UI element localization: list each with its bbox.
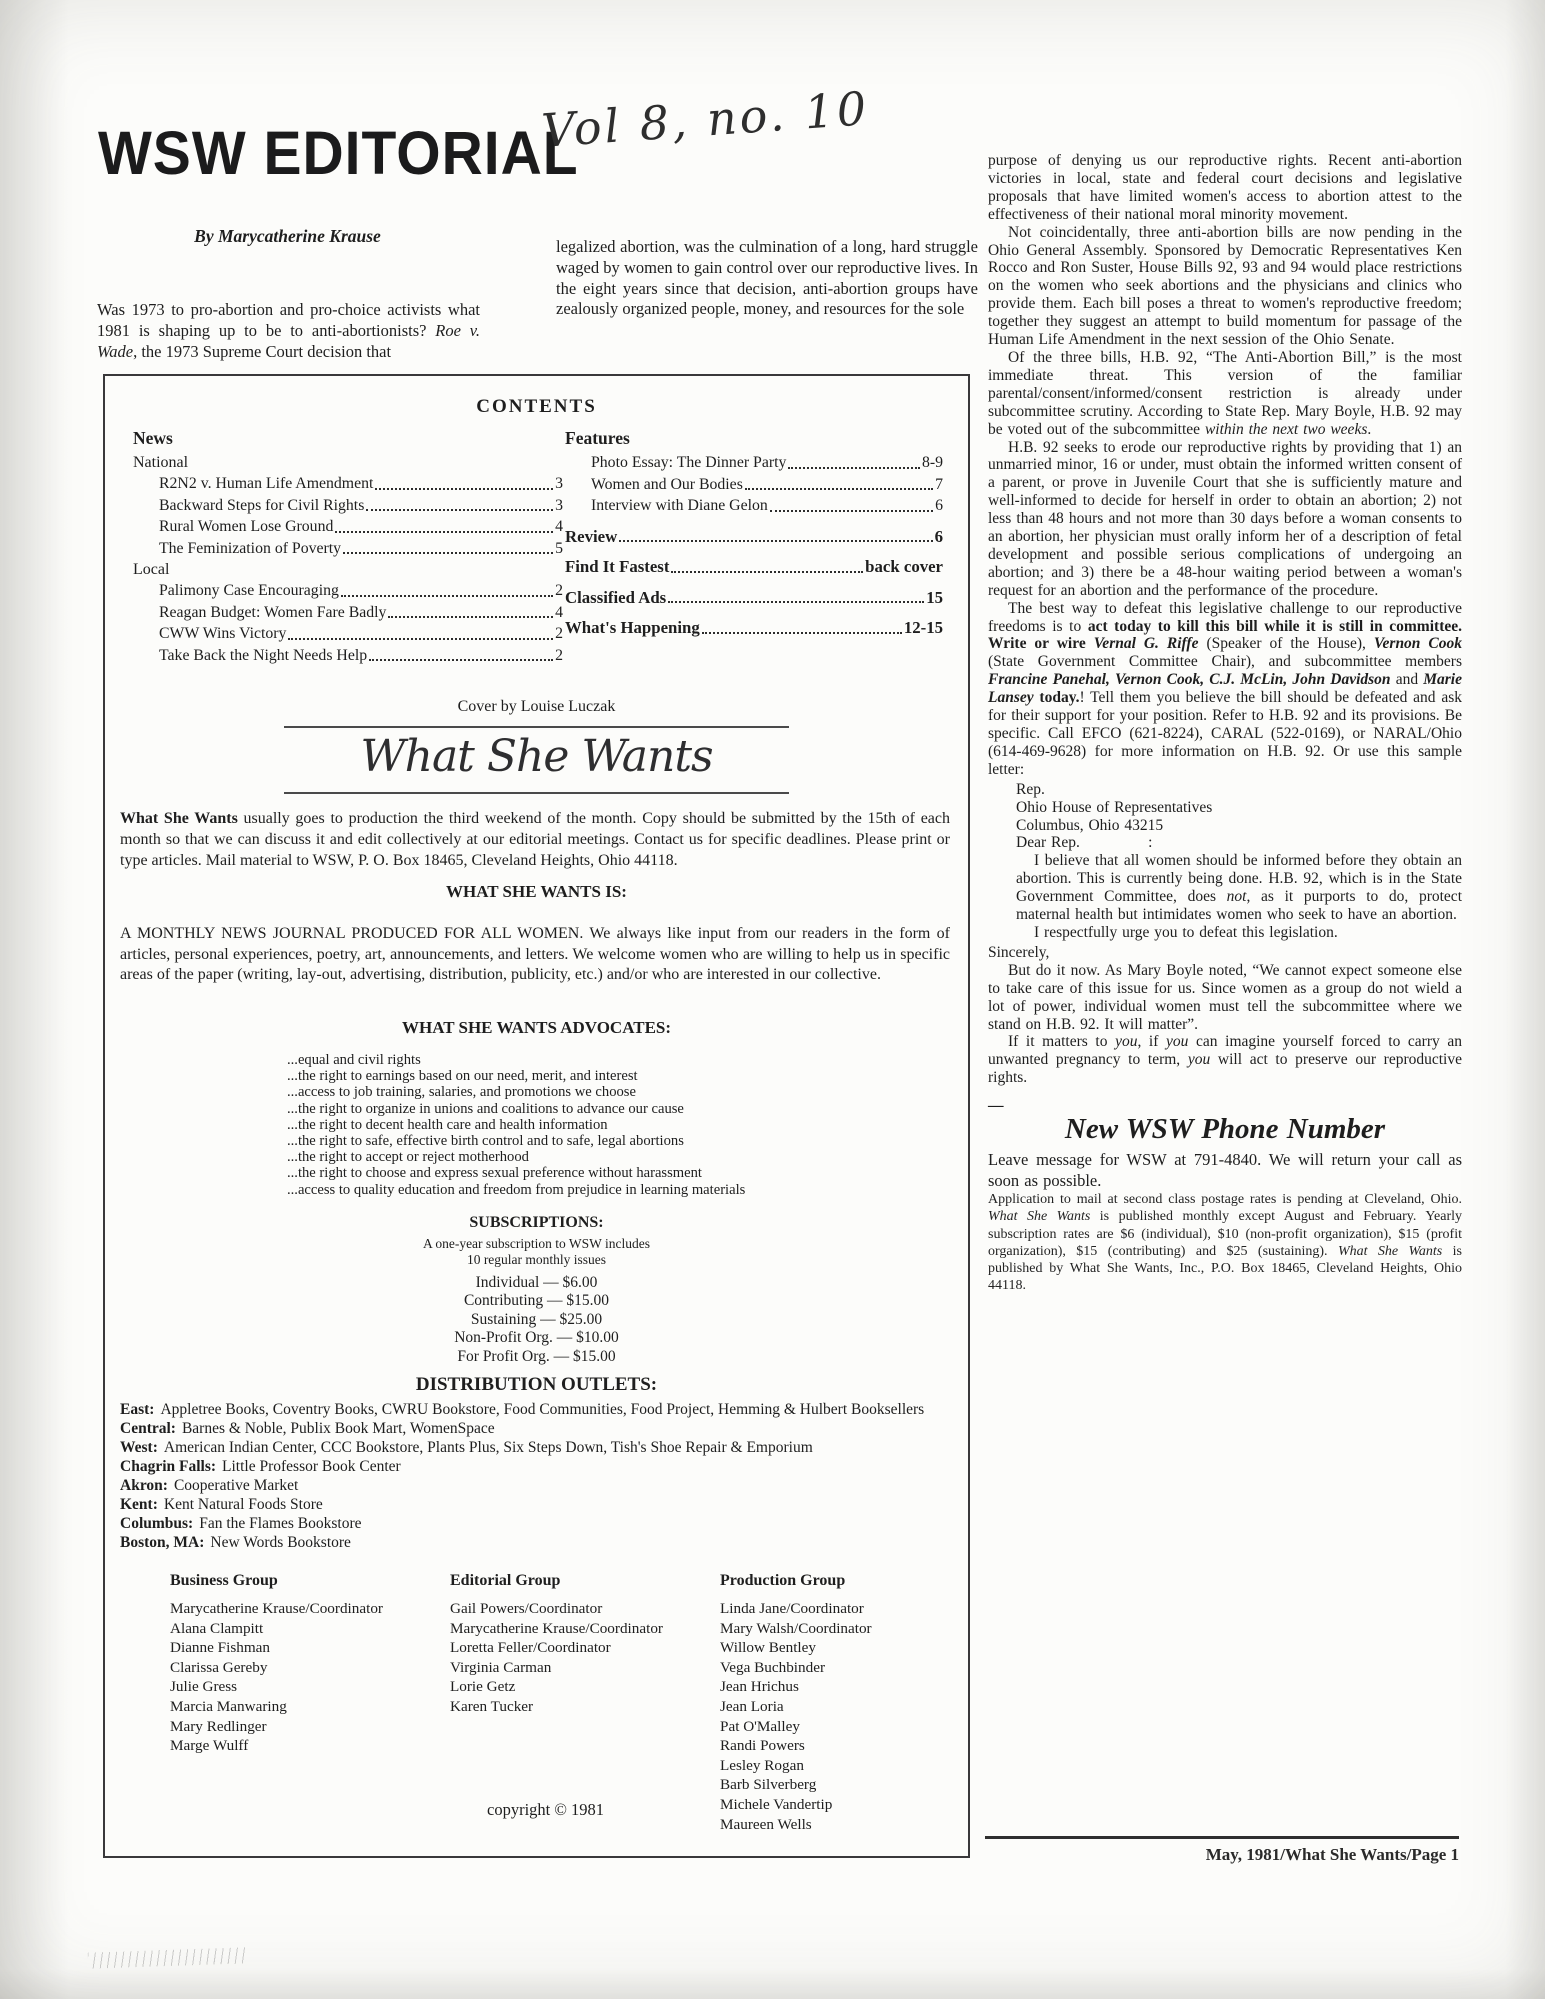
toc-page: 4 [555, 603, 563, 621]
advocates-item: ...equal and civil rights [287, 1052, 421, 1068]
outlet-region-label: East: [120, 1401, 155, 1418]
toc-label: The Feminization of Poverty [159, 539, 342, 557]
advocates-item: ...access to quality education and freedom from prejudice in learning materials [287, 1181, 746, 1198]
editorial-paragraph: purpose of denying us our reproductive rights. Recent anti-abortion victories in local, state and federal court decisions and legislative proposals that have limited women's access to abortion attest to the effectiveness of their national moral minority movement. [988, 152, 1462, 223]
mailing-application-note: Application to mail at second class postage rates is pending at Cleveland, Ohio. What She Wants is published monthly except August and February. Yearly subscription rates are $6 (individual), $10 (non-profit organization), $15 (profit organization), $15 (contributing) and $25 (sustaining). What She Wants is published by What She Wants, Inc., P.O. Box 18465, Cleveland Heights, Ohio 44118. [988, 1191, 1463, 1294]
letter-salutation: Dear Rep. : [1016, 834, 1153, 852]
editorial-right-column [988, 152, 1462, 1295]
scan-smudge [88, 1947, 248, 1969]
intro-paragraph-left: Was 1973 to pro-abortion and pro-choice activists what 1981 is shaping up to be to anti-abortionists? Roe v. Wade, the 1973 Supreme Court decision that [97, 300, 480, 361]
staff-member: Michele Vandertip [720, 1795, 833, 1813]
staff-member: Mary Redlinger [170, 1717, 267, 1735]
advocates-item: ...the right to earnings based on our need, merit, and interest [287, 1068, 638, 1085]
production-group-heading: Production Group [720, 1572, 846, 1589]
scan-edge-artifact [0, 0, 92, 1999]
toc-page: 12-15 [903, 618, 943, 637]
toc-row [591, 476, 943, 494]
wsw-logo [284, 726, 789, 794]
staff-member: Dianne Fishman [170, 1639, 270, 1657]
subscription-rate-item: Individual — $6.00 [475, 1274, 598, 1291]
staff-member: Lorie Getz [450, 1678, 516, 1696]
outlet-stores: New Words Bookstore [210, 1534, 351, 1551]
advocates-list [287, 1052, 745, 1198]
staff-member: Maureen Wells [720, 1815, 812, 1833]
handwritten-volume-note: Vol 8, no. 10 [540, 81, 871, 158]
staff-member: Marcia Manwaring [170, 1697, 287, 1715]
toc-page: 15 [926, 587, 943, 607]
toc-leader [671, 571, 863, 573]
outlet-region-label: Central: [120, 1420, 176, 1437]
advocates-item: ...access to job training, salaries, and promotions we choose [287, 1084, 636, 1101]
staff-member: Karen Tucker [450, 1697, 534, 1715]
wsw-logo-text: What She Wants [360, 731, 713, 782]
toc-leader [668, 601, 924, 603]
staff-member: Gail Powers/Coordinator [450, 1600, 603, 1617]
staff-member: Loretta Feller/Coordinator [450, 1639, 611, 1657]
toc-label: Women and Our Bodies [591, 475, 743, 493]
toc-label: Find It Fastest [565, 557, 670, 576]
page-footer: May, 1981/What She Wants/Page 1 [1205, 1845, 1459, 1864]
distribution-outlets [120, 1400, 952, 1552]
subscription-rate-item: For Profit Org. — $15.00 [457, 1347, 616, 1365]
staff-member: Virginia Carman [450, 1658, 552, 1676]
production-note: What She Wants usually goes to production the third weekend of the month. Copy should be submitted by the 15th of each month so that we can discuss it and edit collectively at our editorial meetings. Contact us for specific deadlines. Please print or type articles. Mail material to WSW, P. O. Box 18465, Cleveland Heights, Ohio 44118. [120, 810, 950, 869]
toc-label: Take Back the Night Needs Help [159, 646, 368, 664]
staff-member: Randi Powers [720, 1737, 805, 1755]
toc-row [159, 540, 563, 558]
toc-label: What's Happening [565, 618, 700, 637]
letter-address-line: Columbus, Ohio 43215 [1016, 816, 1164, 834]
outlet-region-label: Chagrin Falls: [120, 1458, 217, 1475]
subscriptions-blurb-line1: A one-year subscription to WSW includes [422, 1236, 651, 1251]
advocates-item: ...the right to decent health care and health information [287, 1116, 608, 1133]
copyright-line: copyright © 1981 [487, 1800, 605, 1819]
outlet-row [120, 1514, 952, 1533]
toc-page: 7 [935, 475, 943, 493]
staff-member: Linda Jane/Coordinator [720, 1600, 864, 1617]
subscription-rate-item: Contributing — $15.00 [463, 1292, 610, 1310]
editorial-group-list [450, 1599, 720, 1717]
toc-page: 8-9 [921, 454, 943, 471]
toc-page: 2 [555, 582, 563, 599]
toc-row [591, 454, 943, 472]
toc-row [565, 589, 943, 607]
outlet-row [120, 1419, 952, 1438]
letter-address-line: Ohio House of Representatives [1016, 798, 1213, 816]
editorial-paragraph: H.B. 92 seeks to erode our reproductive rights by providing that 1) an unmarried minor, 16 or under, must obtain the informed written consent of a parent, or prove in Juvenile Court that she is sufficiently mature and well-informed to decide for herself in order to obtain an abortion; 2) not less than 48 hours and not more than 30 days before a woman consents to an abortion, her physician must orally inform her of a description of fetal development and possible serious complications of undergoing an abortion; and 3) there be a 48-hour waiting period between a woman's request for an abortion and the performance of the procedure. [988, 438, 1462, 599]
business-group-list [170, 1599, 440, 1756]
toc-leader [343, 552, 553, 554]
toc-page: 2 [555, 625, 563, 642]
outlet-row [120, 1533, 952, 1552]
letter-signoff: Sincerely, [988, 943, 1050, 961]
outlet-region-label: Columbus: [120, 1515, 194, 1532]
toc-label: Backward Steps for Civil Rights [159, 496, 365, 514]
toc-page: 6 [935, 497, 943, 514]
production-group [720, 1572, 990, 1834]
editorial-paragraph: If it matters to you, if you can imagine yourself forced to carry an unwanted pregnancy to term, you will act to preserve our reproductive rights. [988, 1033, 1462, 1087]
toc-leader [366, 509, 553, 511]
toc-label: Classified Ads [565, 587, 667, 607]
editorial-group-heading: Editorial Group [450, 1572, 561, 1589]
scan-edge-artifact [0, 1969, 1545, 1999]
toc-leader [702, 632, 902, 634]
features-heading: Features [565, 428, 630, 448]
outlet-region-label: Kent: [120, 1496, 158, 1513]
toc-label: Reagan Budget: Women Fare Badly [159, 603, 387, 621]
outlet-stores: Little Professor Book Center [222, 1458, 401, 1475]
staff-member: Lesley Rogan [720, 1756, 804, 1774]
advocates-item: ...the right to organize in unions and coalitions to advance our cause [287, 1100, 684, 1117]
toc-row [565, 558, 943, 576]
toc-leader [335, 531, 553, 533]
staff-member: Barb Silverberg [720, 1776, 817, 1794]
outlet-row [120, 1476, 952, 1495]
outlet-region-label: West: [120, 1439, 158, 1456]
toc-row [159, 582, 563, 600]
staff-member: Alana Clampitt [170, 1619, 264, 1637]
toc-leader [619, 540, 932, 542]
toc-row [159, 625, 563, 643]
news-heading: News [133, 428, 173, 448]
toc-row [565, 528, 943, 546]
page-title: WSW EDITORIAL [98, 119, 579, 189]
toc-leader [388, 616, 553, 618]
subscription-rate-item: Sustaining — $25.00 [470, 1310, 603, 1328]
outlet-region-label: Akron: [120, 1477, 168, 1494]
toc-page: 6 [934, 526, 943, 546]
outlet-row [120, 1400, 952, 1419]
editorial-paragraph: But do it now. As Mary Boyle noted, “We cannot expect someone else to take care of this issue for us. Since women as a group do not wield a lot of power, individual women must tell the subcommittee where we stand on H.B. 92. It will matter”. [988, 961, 1462, 1033]
subscription-rate-item: Non-Profit Org. — $10.00 [454, 1329, 619, 1347]
toc-row [159, 518, 563, 536]
toc-row [159, 647, 563, 665]
outlet-row [120, 1438, 952, 1457]
toc-label: R2N2 v. Human Life Amendment [159, 475, 374, 492]
outlet-row [120, 1457, 952, 1476]
outlet-stores: Fan the Flames Bookstore [199, 1515, 362, 1532]
outlet-region-label: Boston, MA: [120, 1534, 205, 1551]
contents-box [103, 374, 970, 1858]
intro-paragraph-middle: legalized abortion, was the culmination of a long, hard struggle waged by women to gain control over our reproductive lives. In the eight years since that decision, anti-abortion groups have zealously organized people, money, and resources for the sole [556, 237, 978, 319]
contents-features-column [565, 428, 943, 641]
letter-address-line: Rep. [1016, 780, 1045, 798]
wsw-is-heading: WHAT SHE WANTS IS: [446, 882, 627, 901]
toc-leader [375, 488, 553, 490]
contents-heading: CONTENTS [476, 396, 597, 417]
production-group-list [720, 1599, 990, 1834]
letter-body-paragraph: I respectfully urge you to defeat this legislation. [1034, 923, 1338, 941]
editorial-group [450, 1572, 720, 1717]
toc-page: back cover [865, 557, 943, 576]
outlet-stores: Cooperative Market [173, 1477, 299, 1494]
staff-member: Marycatherine Krause/Coordinator [450, 1619, 663, 1637]
staff-member: Pat O'Malley [720, 1717, 800, 1735]
wsw-is-text: A MONTHLY NEWS JOURNAL PRODUCED FOR ALL WOMEN. We always like input from our readers in the form of articles, personal experiences, poetry, art, announcements, and letters. We welcome women who are willing to help us in specific areas of the paper (writing, lay-out, advertising, distribution, publicity, etc.) and/or who are interested in our collective. [120, 925, 950, 983]
editorial-paragraph: Of the three bills, H.B. 92, “The Anti-Abortion Bill,” is the most immediate threat. This version of the familiar parental/consent/informed/consent restriction is already under subcommittee scrutiny. According to State Rep. Mary Boyle, H.B. 92 may be voted out of the subcommittee within the next two weeks. [988, 348, 1462, 438]
section-dash: — [988, 1097, 1004, 1115]
toc-row [159, 604, 563, 622]
toc-label: Review [565, 526, 618, 546]
staff-member: Julie Gress [170, 1678, 238, 1696]
toc-leader [788, 467, 920, 469]
footer-rule [985, 1836, 1459, 1839]
subscription-rates-list [105, 1274, 968, 1366]
outlet-stores: Barnes & Noble, Publix Book Mart, WomenSpace [181, 1420, 495, 1437]
advocates-heading: WHAT SHE WANTS ADVOCATES: [401, 1018, 672, 1037]
toc-label: CWW Wins Victory [159, 625, 287, 642]
staff-member: Willow Bentley [720, 1639, 816, 1657]
local-label: Local [133, 561, 170, 578]
subscriptions-blurb-line2: 10 regular monthly issues [466, 1252, 607, 1267]
business-group [170, 1572, 440, 1756]
staff-member: Jean Loria [720, 1697, 784, 1715]
outlet-stores: Kent Natural Foods Store [163, 1496, 323, 1513]
toc-leader [770, 510, 933, 512]
editorial-paragraph: The best way to defeat this legislative challenge to our reproductive freedoms is to act today to kill this bill while it is still in committee. Write or wire Vernal G. Riffe (Speaker of the House), Vernon Cook (State Government Committee Chair), and subcommittee members Francine Panehal, Vernon Cook, C.J. McLin, John Davidson and Marie Lansey today.! Tell them you believe the bill should be defeated and ask for their support for your position. Refer to H.B. 92 and its provisions. Be specific. Call EFCO (621-8224), CARAL (522-0169), or NARAL/Ohio (614-469-9628) for more information on H.B. 92. Or use this sample letter: [988, 599, 1462, 778]
distribution-heading: DISTRIBUTION OUTLETS: [415, 1374, 658, 1395]
advocates-item: ...the right to accept or reject motherhood [287, 1149, 529, 1166]
contents-news-column [133, 428, 563, 668]
business-group-heading: Business Group [170, 1572, 278, 1589]
phone-number-text: Leave message for WSW at 791-4840. We will return your call as soon as possible. [988, 1149, 1462, 1190]
toc-row [159, 497, 563, 515]
subscriptions-heading: SUBSCRIPTIONS: [469, 1214, 604, 1231]
toc-page: 3 [555, 475, 563, 492]
sample-letter [1016, 781, 1462, 942]
staff-member: Jean Hrichus [720, 1678, 799, 1696]
advocates-item: ...the right to choose and express sexual preference without harassment [287, 1165, 702, 1182]
staff-member: Marge Wulff [170, 1737, 249, 1755]
toc-label: Palimony Case Encouraging [159, 582, 339, 599]
toc-row [591, 497, 943, 515]
toc-leader [745, 488, 933, 490]
editorial-paragraph: Not coincidentally, three anti-abortion bills are now pending in the Ohio General Assembly. Sponsored by Democratic Representatives Ken Rocco and Ron Suster, House Bills 92, 93 and 94 would place restrictions on the women who seek abortions and the physicians and clinics who provide them. Each bill poses a threat to women's reproductive freedom; together they suggest an attempt to build momentum for passage of the Human Life Amendment in the next session of the Ohio Senate. [988, 223, 1462, 349]
staff-member: Mary Walsh/Coordinator [720, 1619, 872, 1637]
outlet-stores: American Indian Center, CCC Bookstore, Plants Plus, Six Steps Down, Tish's Shoe Repair & Emporium [163, 1439, 813, 1456]
phone-number-heading: New WSW Phone Number [1064, 1113, 1386, 1146]
advocates-item: ...the right to safe, effective birth control and to safe, legal abortions [287, 1133, 684, 1150]
toc-leader [341, 595, 553, 597]
toc-page: 4 [555, 518, 563, 535]
staff-member: Clarissa Gereby [170, 1658, 268, 1676]
staff-member: Marycatherine Krause/Coordinator [170, 1600, 383, 1617]
toc-row [565, 619, 943, 637]
toc-page: 3 [555, 496, 563, 514]
national-label: National [133, 454, 189, 471]
toc-label: Rural Women Lose Ground [159, 518, 334, 535]
toc-leader [369, 659, 553, 661]
toc-page: 2 [555, 646, 563, 664]
toc-leader [288, 638, 553, 640]
staff-member: Vega Buchbinder [720, 1658, 826, 1676]
letter-body-paragraph: I believe that all women should be informed before they obtain an abortion. This is currently being done. H.B. 92, which is in the State Government Committee, does not, as it purports to do, protect maternal health but intimidates women who seek to have an abortion. [1016, 852, 1462, 924]
outlet-stores: Appletree Books, Coventry Books, CWRU Bookstore, Food Communities, Food Project, Hemming & Hulbert Booksellers [160, 1401, 925, 1418]
scan-edge-artifact [1505, 0, 1545, 1999]
byline: By Marycatherine Krause [194, 226, 381, 246]
cover-credit: Cover by Louise Luczak [457, 698, 616, 715]
toc-page: 5 [555, 539, 563, 557]
toc-label: Photo Essay: The Dinner Party [591, 454, 787, 471]
toc-row [159, 475, 563, 493]
toc-label: Interview with Diane Gelon [591, 497, 768, 514]
outlet-row [120, 1495, 952, 1514]
